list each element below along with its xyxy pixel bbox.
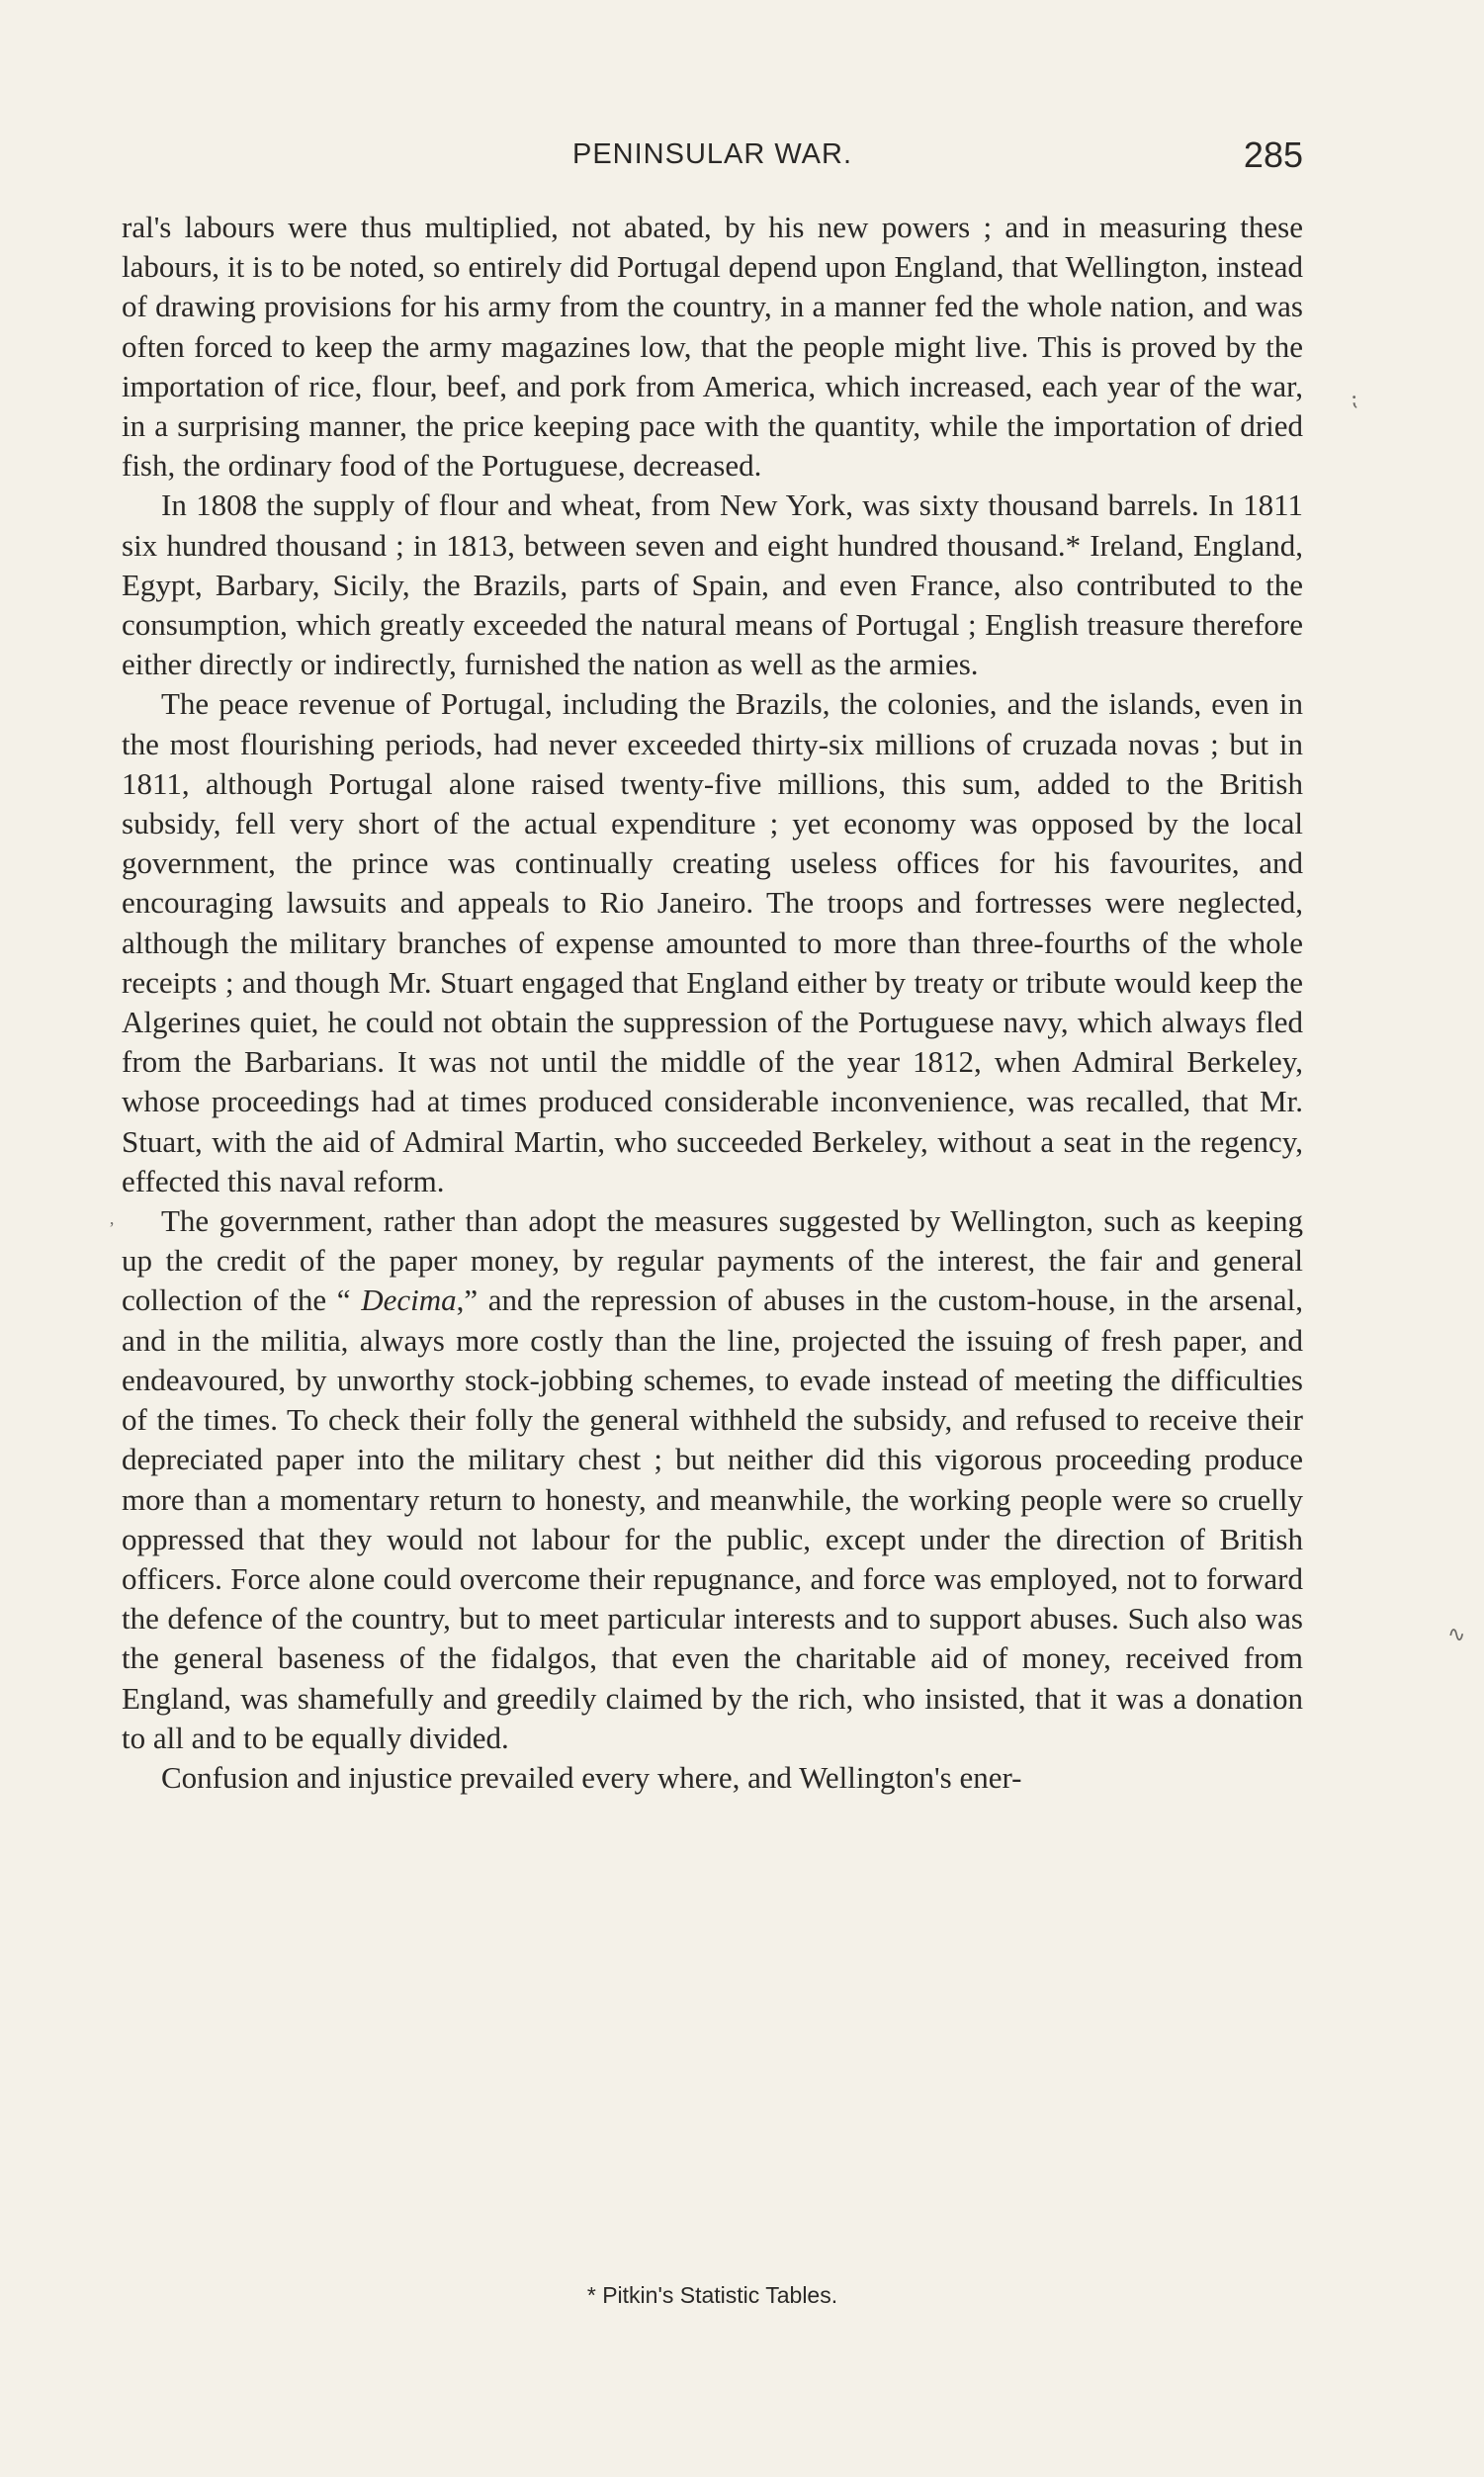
page-header <box>122 134 1303 188</box>
margin-speck-icon: ⁏ <box>1351 386 1358 410</box>
paragraph-continued: ral's labours were thus multiplied, not abated, by his new powers ; and in measuring these labours, it is to be noted, so entirely did Portugal depend upon England, that Wellington, instead of drawing provisions for his army from the country, in a manner fed the whole nation, and was often forced to keep the army magazines low, that the people might live. This is proved by the importation of rice, flour, beef, and pork from America, which increased, each year of the war, in a surprising manner, the price keeping pace with the quantity, while the importation of dried fish, the ordinary food of the Portuguese, decreased. <box>122 210 1303 484</box>
footnote: * Pitkin's Statistic Tables. <box>586 2282 838 2308</box>
paragraph: The peace revenue of Portugal, including the Brazils, the colonies, and the islands, even in the most flourishing periods, had never exceeded thirty-six millions of cruzada novas ; but in 1811, although Portugal alone raised twenty-five millions, this sum, added to the British subsidy, fell very short of the actual expenditure ; yet economy was opposed by the local government, the prince was continually creating useless offices for his favourites, and encouraging lawsuits and appeals to Rio Janeiro. The troops and fortresses were neglected, although the military branches of expense amounted to more than three-fourths of the whole receipts ; and though Mr. Stuart engaged that England either by treaty or tribute would keep the Algerines quiet, he could not obtain the suppression of the Portuguese navy, which always fled from the Barbarians. It was not until the middle of the year 1812, when Admiral Berkeley, whose proceedings had at times produced considerable inconvenience, was recalled, that Mr. Stuart, with the aid of Admiral Martin, who succeeded Berkeley, without a seat in the regency, effected this naval reform. <box>122 686 1303 1198</box>
body-text <box>122 208 1303 1798</box>
paragraph: Confusion and injustice prevailed every where, and Wellington's ener- <box>161 1759 1022 1795</box>
paragraph: The government, rather than adopt the measures suggested by Wellington, such as keeping up the credit of the paper money, by regular payments of the interest, the fair and general collection of the “ Decima,” and the repression of abuses in the custom-house, in the arsenal, and in the militia, always more costly than the line, projected the issuing of fresh paper, and endeavoured, by unworthy stock-jobbing schemes, to evade instead of meeting the difficulties of the times. To check their folly the general withheld the subsidy, and refused to receive their depreciated paper into the military chest ; but neither did this vigorous proceeding produce more than a momentary return to honesty, and meanwhile, the working people were so cruelly oppressed that they would not labour for the public, except under the direction of British officers. Force alone could overcome their repugnance, and force was employed, not to forward the defence of the country, but to meet particular interests and to support abuses. Such also was the general baseness of the fidalgos, that even the charitable aid of money, received from England, was shamefully and greedily claimed by the rich, who insisted, that it was a donation to all and to be equally divided. <box>122 1203 1303 1755</box>
paragraph: In 1808 the supply of flour and wheat, from New York, was sixty thousand barrels. In 1811 six hundred thousand ; in 1813, between seven and eight hundred thousand.* Ireland, England, Egypt, Barbary, Sicily, the Brazils, parts of Spain, and even France, also contributed to the consumption, which greatly exceeded the natural means of Portugal ; English treasure therefore either directly or indirectly, furnished the nation as well as the armies. <box>122 487 1303 682</box>
page-number: 285 <box>1243 134 1303 175</box>
margin-tick-icon: ʼ <box>109 1218 115 1238</box>
running-title: PENINSULAR WAR. <box>571 138 853 170</box>
italic-term: Decima <box>361 1283 457 1318</box>
margin-squiggle-icon: ∿ <box>1447 1622 1466 1646</box>
